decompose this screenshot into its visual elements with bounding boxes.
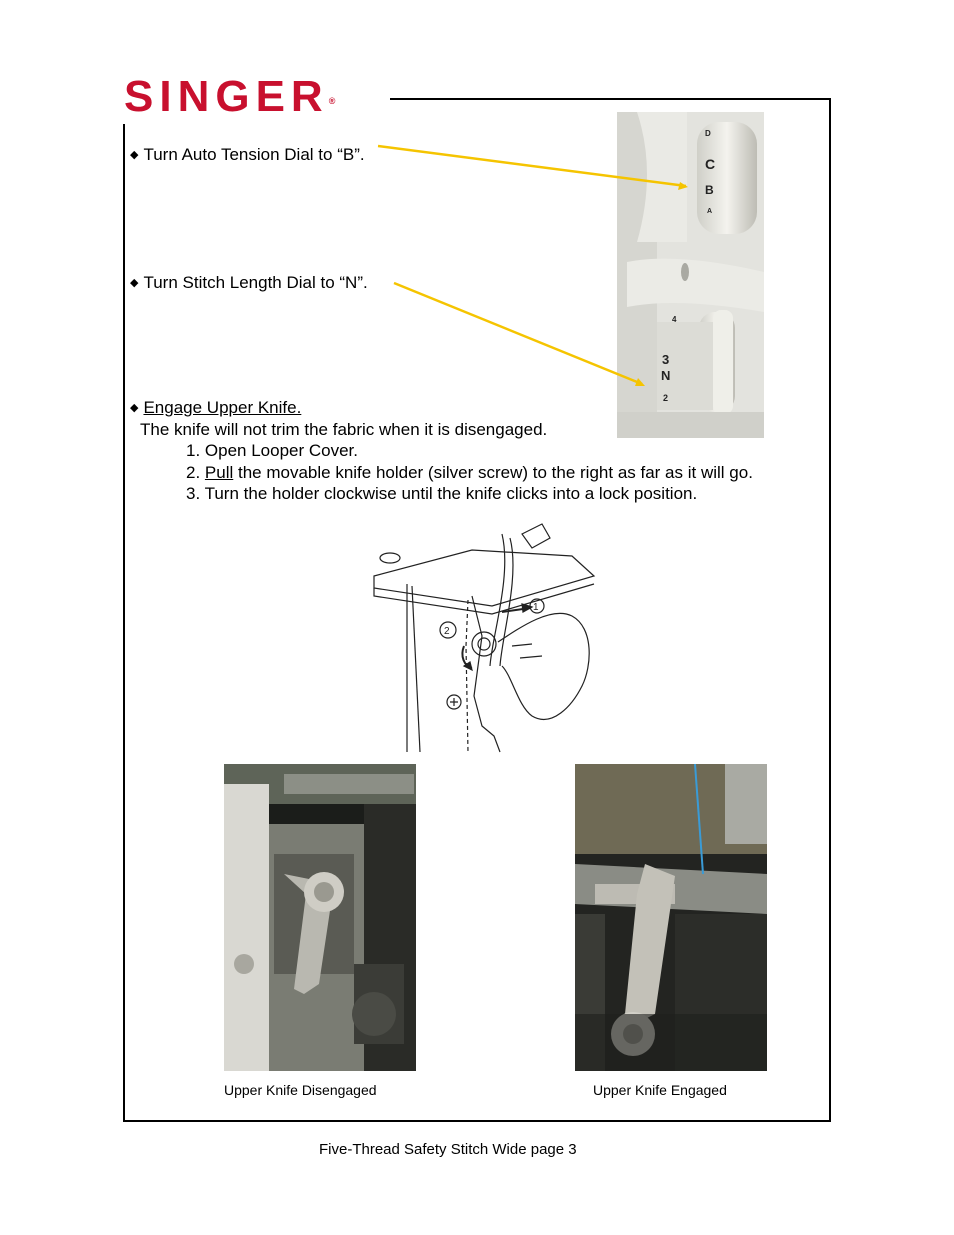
substep-1: 1. Open Looper Cover. [186, 441, 359, 460]
caption-disengaged: Upper Knife Disengaged [224, 1082, 377, 1098]
singer-logo: SINGER® [124, 72, 336, 121]
diamond-bullet-icon: ◆ [130, 402, 139, 414]
substep-3: 3. Turn the holder clockwise until the knife clicks into a lock position. [186, 484, 698, 503]
diamond-bullet-icon: ◆ [130, 149, 139, 161]
tension-label-d: D [705, 129, 711, 138]
callout-2: 2 [444, 626, 450, 637]
substep-2: 2. Pull the movable knife holder (silver screw) to the right as far as it will go. [186, 463, 753, 482]
page-footer: Five-Thread Safety Stitch Wide page 3 [319, 1141, 577, 1158]
length-label-2: 2 [663, 393, 669, 403]
arrow-to-n-icon [394, 283, 642, 384]
knife-holder-diagram [372, 516, 598, 754]
step-auto-tension: ◆ Turn Auto Tension Dial to “B”. [130, 145, 365, 164]
length-label-3: 3 [662, 352, 670, 367]
step-stitch-length: ◆ Turn Stitch Length Dial to “N”. [130, 273, 368, 292]
diamond-bullet-icon: ◆ [130, 277, 139, 289]
knife-note: The knife will not trim the fabric when it is disengaged. [140, 420, 548, 439]
arrow-to-b-icon [378, 146, 686, 186]
arrowhead-n-icon [635, 378, 645, 386]
tension-label-c: C [705, 156, 716, 172]
step-engage-knife: ◆ Engage Upper Knife. [130, 398, 302, 417]
caption-engaged: Upper Knife Engaged [593, 1082, 727, 1098]
arrowhead-b-icon [678, 182, 688, 190]
photo-knife-disengaged [224, 764, 416, 1071]
callout-1: 1 [533, 602, 539, 613]
tension-label-b: B [705, 183, 714, 197]
length-label-n: N [661, 368, 671, 383]
tension-label-a: A [707, 208, 713, 215]
photo-knife-engaged [575, 764, 767, 1071]
length-label-4: 4 [672, 315, 677, 324]
